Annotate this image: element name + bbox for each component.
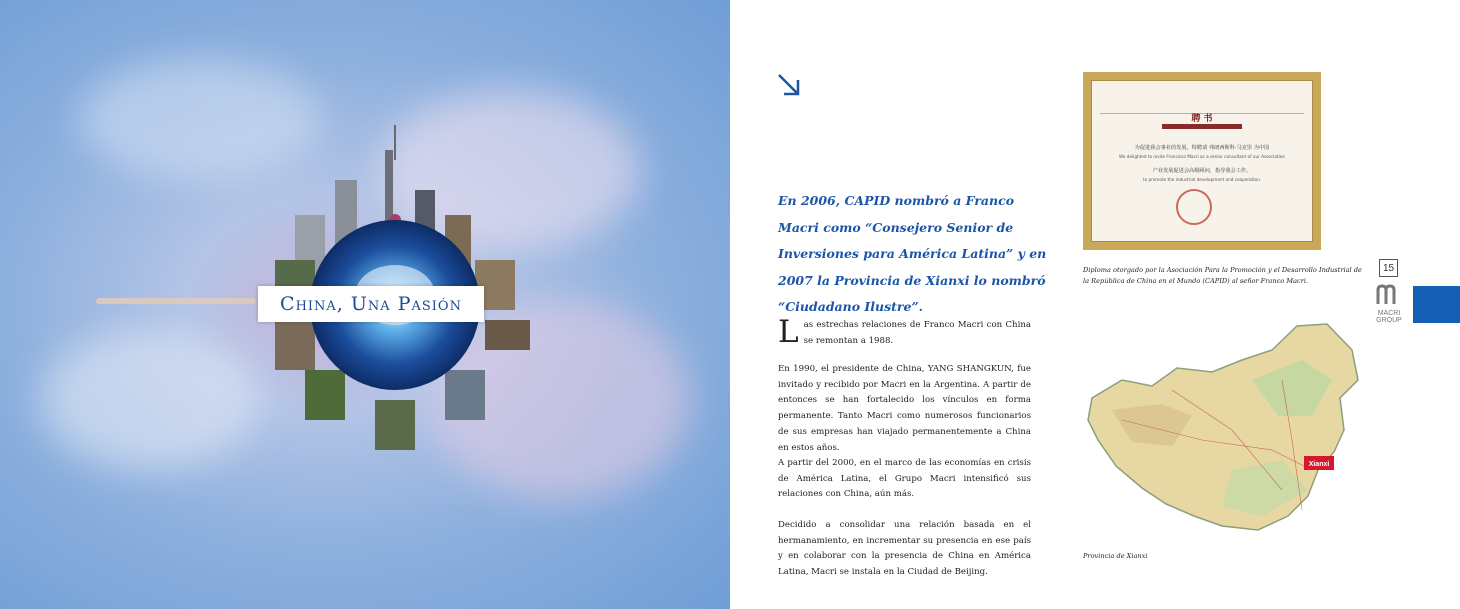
- diploma-caption: Diploma otorgado por la Asociación Para la Promoción y el Desarrollo Industrial de la República de China en el Mundo (CAPID) al señor Franco Macri.: [1083, 266, 1362, 285]
- paragraph-1: as estrechas relaciones de Franco Macri con China se remontan a 1988.: [803, 320, 1031, 346]
- macri-group-logo: [1372, 284, 1406, 324]
- paragraph-3: A partir del 2000, en el marco de las economías en crisis de América Latina, el Grupo Macri intensificó sus relaciones con China, aún más.: [778, 458, 1031, 500]
- paragraph-2: En 1990, el presidente de China, YANG SHANGKUN, fue invitado y recibido por Macri en la Argentina. A partir de entonces se han fortalecido los vínculos en forma permanente. Tanto Macri como numerosos funcionarios de sus empresas han viajado permanentemente a China en estos años.: [778, 364, 1031, 453]
- paragraph-1-block: [778, 314, 1031, 350]
- logo-mark-icon: [1372, 284, 1406, 306]
- logo-text-1: MACRI: [1377, 310, 1401, 317]
- diploma-line-2: We delighted to invite Francisco Macri as a senior consultant of our Association: [1118, 154, 1285, 159]
- diploma-image: [1083, 72, 1321, 250]
- map-label: Xianxi: [1308, 461, 1330, 468]
- page-title: China, Una Pasión: [280, 293, 462, 315]
- drop-cap: L: [778, 314, 799, 350]
- paragraph-4: Decidido a consolidar una relación basada en el hermanamiento, en incrementar su presencia en ese país y en colaborar con la presencia de China en América Latina, Macri se instala en la Ciudad de Beijing.: [778, 520, 1031, 578]
- page-number: 15: [1379, 259, 1398, 277]
- diploma-heading: 聘 书: [1191, 114, 1213, 124]
- seal-icon: [1176, 189, 1212, 225]
- pull-quote: En 2006, CAPID nombró a Franco Macri como “Consejero Senior de Inversiones para América Latina” y en 2007 la Provincia de Xianxi lo nombró “Ciudadano Ilustre”.: [778, 193, 1047, 314]
- diploma-line-1: 为促进我会事业的发展，特聘请 弗朗西斯科·马克里 为中国: [1134, 145, 1270, 151]
- obelisk-shape: [96, 298, 256, 304]
- title-box: [258, 286, 484, 322]
- map-caption: Provincia de Xianxi: [1083, 552, 1148, 560]
- arrow-down-right-icon: [776, 72, 802, 98]
- diploma-line-4: to promote the industrial development and cooperation.: [1142, 177, 1262, 182]
- china-map: [1082, 320, 1362, 536]
- section-tab: [1413, 286, 1460, 323]
- logo-text-2: GROUP: [1376, 317, 1402, 324]
- diploma-line-3: 产业发展促进会高级顾问，指导我会工作。: [1152, 168, 1252, 174]
